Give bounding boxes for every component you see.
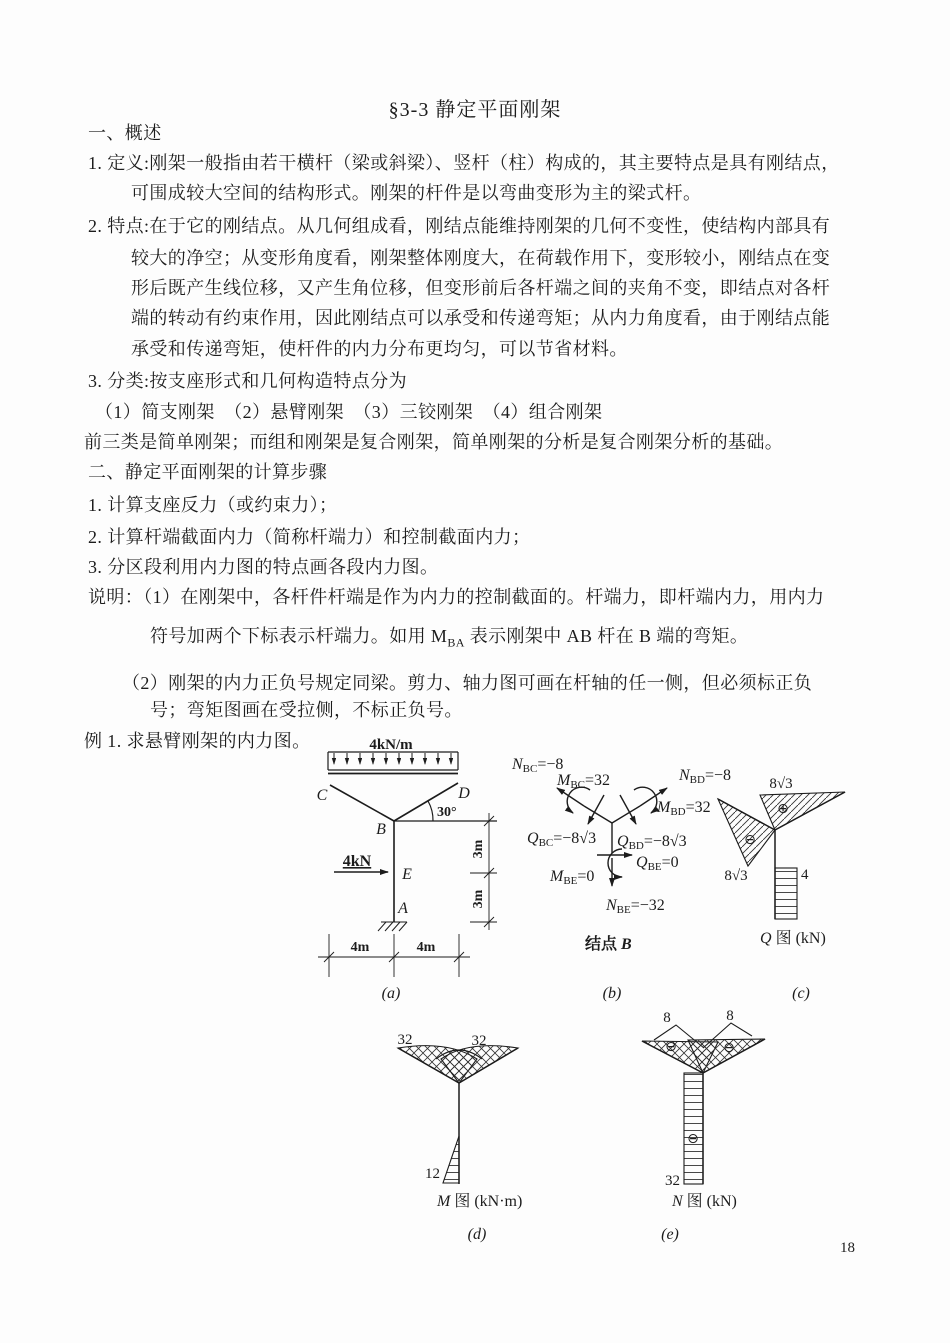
bottom-dimension-lines: [318, 934, 470, 977]
moment-value-base: 12: [425, 1166, 440, 1182]
angle-label: 30°: [437, 805, 457, 820]
page-number: 18: [840, 1240, 855, 1256]
label-QBD: QBD=−8√3: [617, 833, 687, 852]
figure-d-moment-diagram: [398, 1046, 518, 1184]
joint-B-caption: 结点 B: [585, 936, 632, 953]
body-line: 承受和传递弯矩，使杆件的内力分布更均匀，可以节省材料。: [131, 339, 628, 359]
q-diagram-caption: Q 图 (kN): [760, 930, 826, 947]
figure-canvas: [0, 730, 950, 1290]
label-QBE: QBE=0: [636, 854, 679, 873]
node-label-E: E: [402, 866, 412, 883]
body-line: 可围成较大空间的结构形式。刚架的杆件是以弯曲变形为主的梁式杆。: [131, 183, 702, 203]
body-line: （1）简支刚架 （2）悬臂刚架 （3）三铰刚架 （4）组合刚架: [95, 402, 603, 422]
moment-subscript: BA: [447, 635, 465, 650]
node-label-D: D: [458, 785, 470, 802]
member-BC: [330, 785, 394, 821]
body-line: 1. 计算支座反力（或约束力）；: [88, 495, 338, 515]
minus-sign-right-icon: ⊖: [723, 1040, 735, 1056]
label-MBC: MBC=32: [557, 772, 611, 791]
axial-rect-BA: [684, 1073, 703, 1184]
moment-arc-MBE: [608, 849, 622, 877]
shear-value-column: 4: [801, 867, 809, 883]
shear-wing-BD: [760, 792, 845, 830]
label-NBD: NBD=−8: [679, 767, 731, 786]
n-diagram-caption: N 图 (kN): [672, 1193, 737, 1210]
shear-rect-EA: [775, 868, 797, 919]
right-dimension-lines: [470, 813, 497, 930]
label-MBE: MBE=0: [550, 868, 595, 887]
minus-sign-icon: ⊖: [744, 832, 756, 848]
load-value-label: 4kN/m: [369, 737, 413, 753]
body-line: 形后既产生线位移，又产生角位移，但变形前后各杆端之间的夹角不变，即结点对各杆: [131, 278, 831, 298]
line-pre: 符号加两个下标表示杆端力。如用 M: [150, 626, 448, 646]
axial-value-left: 8: [663, 1010, 671, 1026]
plus-sign-icon: ⊕: [777, 801, 789, 817]
dim-label-4m-left: 4m: [350, 940, 370, 955]
figure-b-caption: (b): [602, 985, 622, 1002]
axial-value-right: 8: [726, 1008, 734, 1024]
body-line: 一、概述: [88, 123, 162, 143]
label-NBE: NBE=−32: [606, 897, 665, 916]
line-post: 表示刚架中 AB 杆在 B 端的弯矩。: [464, 626, 749, 646]
moment-arc-MBD: [634, 787, 657, 813]
minus-sign-column-icon: ⊖: [687, 1131, 699, 1147]
figure-a-labels: [317, 737, 486, 1002]
figure-c-caption: (c): [792, 985, 810, 1002]
body-line: 2. 计算杆端截面内力（简称杆端力）和控制截面内力；: [88, 527, 531, 547]
moment-triangle-EA: [443, 1136, 459, 1183]
label-NBC: NBC=−8: [512, 756, 564, 775]
node-label-B: B: [376, 821, 386, 838]
body-line: 较大的净空；从变形角度看，刚架整体刚度大，在荷载作用下，变形较小，刚结点在变: [131, 248, 831, 268]
joint-stub-BD: [612, 806, 640, 823]
moment-arc-MBC: [567, 787, 590, 813]
angle-arc: [428, 801, 433, 821]
node-label-A: A: [398, 900, 408, 917]
body-line: 前三类是简单刚架；而组和刚架是复合刚架，简单刚架的分析是复合刚架分析的基础。: [84, 432, 784, 452]
minus-sign-left-icon: ⊖: [665, 1039, 677, 1055]
body-line-with-subscript: [150, 625, 748, 654]
distributed-load: [328, 752, 458, 774]
body-line: 1. 定义:刚架一般指由若干横杆（梁或斜梁）、竖杆（柱）构成的，其主要特点是具有刚结点，: [88, 153, 840, 173]
body-line: 端的转动有约束作用，因此刚结点可以承受和传递弯矩；从内力角度看，由于刚结点能: [131, 308, 831, 328]
joint-stub-BC: [584, 806, 612, 823]
m-diagram-caption: M 图 (kN·m): [437, 1193, 523, 1210]
load-arrows: [334, 753, 451, 764]
body-line: 二、静定平面刚架的计算步骤: [88, 462, 328, 482]
figure-b-labels: [511, 756, 731, 1002]
body-line: 2. 特点:在于它的刚结点。从几何组成看，刚结点能维持刚架的几何不变性，使结构内部具有: [88, 216, 831, 236]
shear-value-top: 8√3: [769, 776, 793, 792]
shear-value-left: 8√3: [724, 868, 748, 884]
body-line: （2）刚架的内力正负号规定同梁。剪力、轴力图可画在杆轴的任一侧，但必须标正负: [122, 673, 813, 693]
dim-label-4m-right: 4m: [416, 940, 436, 955]
moment-value-left: 32: [397, 1032, 413, 1048]
node-label-C: C: [316, 787, 328, 804]
dim-label-3m-lower: 3m: [471, 889, 486, 909]
body-line: 3. 分类:按支座形式和几何构造特点分为: [88, 371, 407, 391]
dim-label-3m-upper: 3m: [471, 839, 486, 859]
axial-value-base: 32: [665, 1173, 680, 1189]
body-line: 3. 分区段利用内力图的特点画各段内力图。: [88, 557, 439, 577]
section-title: §3-3 静定平面刚架: [388, 99, 562, 121]
figure-d-caption: (d): [467, 1226, 487, 1243]
label-QBC: QBC=−8√3: [527, 830, 597, 849]
moment-value-right: 32: [471, 1033, 487, 1049]
label-MBD: MBD=32: [657, 799, 711, 818]
force-value-label: 4kN: [342, 853, 372, 870]
figure-e-axial-diagram: [642, 1023, 765, 1184]
body-line: 号；弯矩图画在受拉侧，不标正负号。: [150, 700, 463, 720]
figure-e-caption: (e): [661, 1226, 679, 1243]
figure-a-caption: (a): [381, 985, 401, 1002]
body-line: 说明：（1）在刚架中，各杆件杆端是作为内力的控制截面的。杆端力，即杆端内力，用内力: [88, 587, 825, 607]
fixed-support-hatching: [378, 922, 407, 931]
body-line: 例 1. 求悬臂刚架的内力图。: [84, 731, 311, 751]
